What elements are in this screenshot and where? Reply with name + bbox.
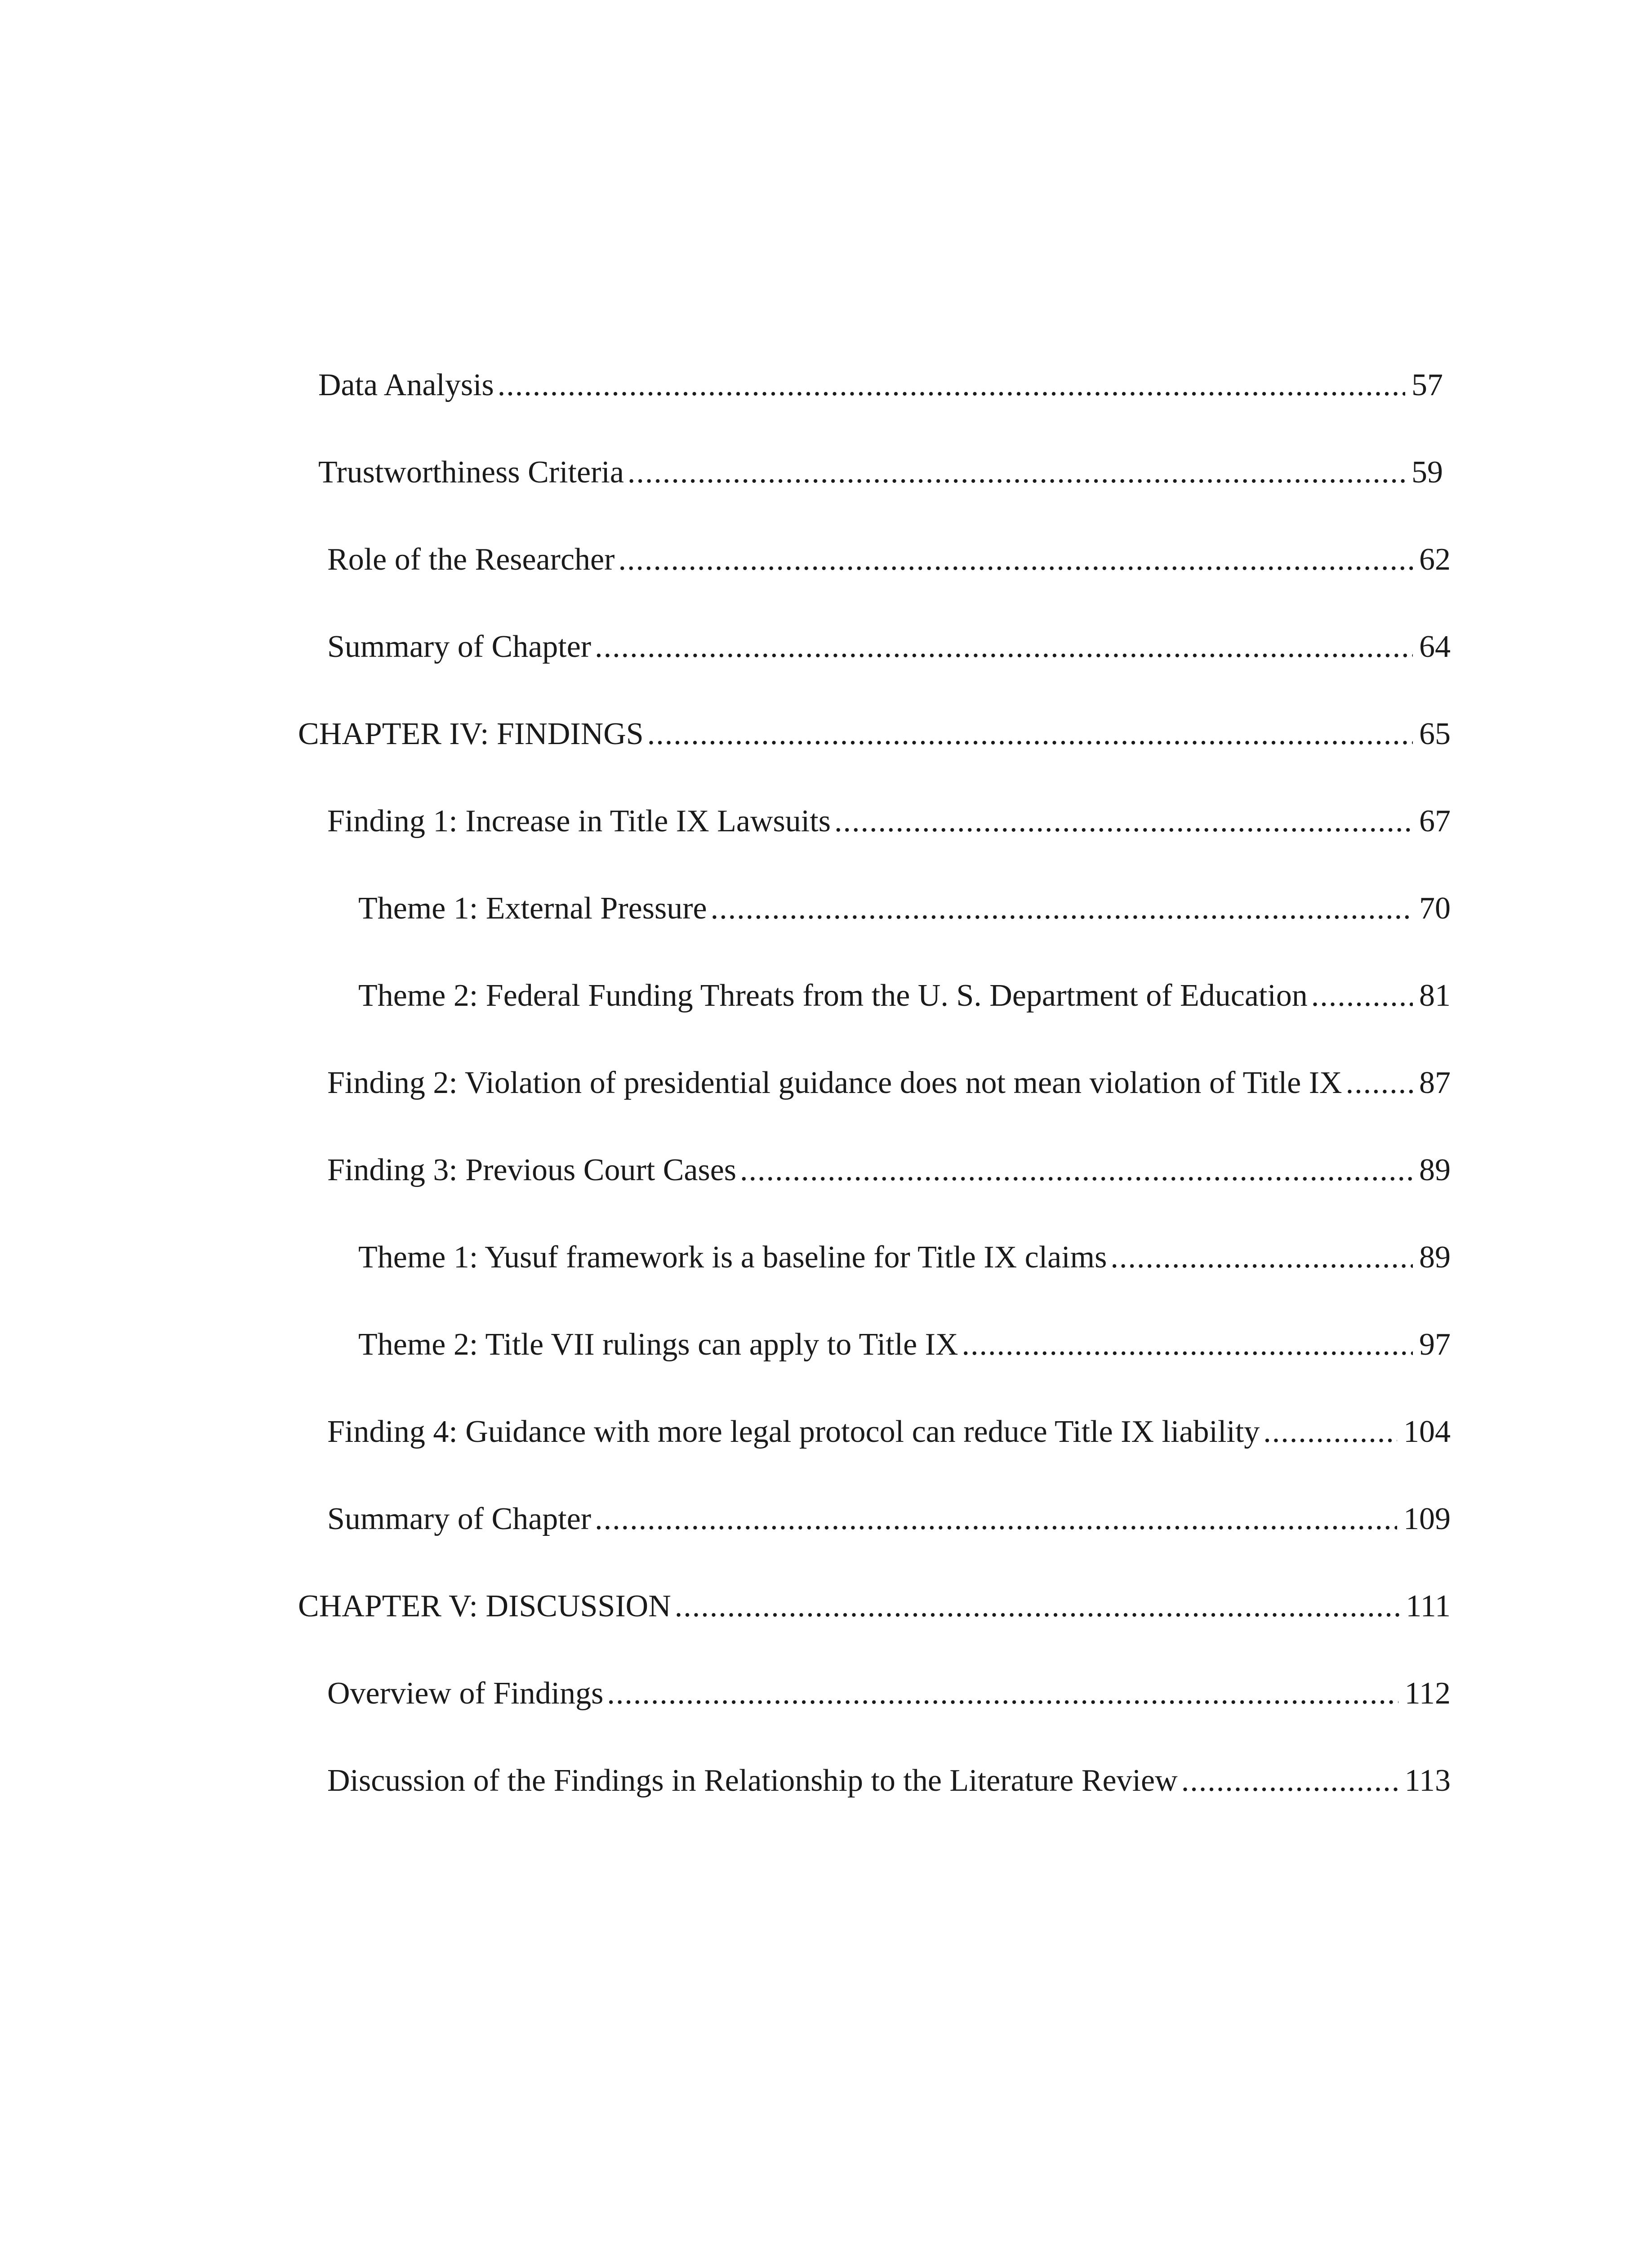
toc-dot-leader [618, 540, 1413, 580]
toc-entry-overview-of-findings [327, 1673, 1451, 1714]
toc-dot-leader [834, 801, 1413, 842]
toc-entry-role-of-researcher [327, 540, 1451, 580]
toc-dot-leader [675, 1586, 1399, 1627]
toc-dot-leader [595, 627, 1413, 667]
toc-dot-leader [740, 1150, 1413, 1191]
toc-entry-title: Summary of Chapter [327, 629, 592, 664]
toc-entry-title: Finding 2: Violation of presidential guidance does not mean violation of Title IX [327, 1066, 1342, 1100]
toc-page-number: 70 [1419, 891, 1451, 926]
toc-page-number: 65 [1419, 717, 1451, 751]
toc-entry-title: Theme 1: Yusuf framework is a baseline for Title IX claims [358, 1240, 1107, 1275]
toc-page-number: 89 [1419, 1240, 1451, 1275]
toc-entry-finding-3-theme-2 [358, 1325, 1451, 1365]
toc-entry-summary-of-chapter [327, 627, 1451, 667]
toc-entry-summary-of-chapter-iv [327, 1499, 1451, 1539]
toc-entry-data-analysis [318, 365, 1443, 406]
toc-dot-leader [1110, 1237, 1413, 1278]
toc-page-number: 57 [1412, 368, 1443, 402]
toc-entry-finding-1 [327, 801, 1451, 842]
toc-page-number: 97 [1419, 1327, 1451, 1362]
toc-dot-leader [647, 714, 1413, 754]
toc-page-number: 104 [1403, 1414, 1451, 1449]
toc-dot-leader [595, 1499, 1397, 1539]
toc-entry-title: Trustworthiness Criteria [318, 455, 624, 490]
toc-entry-trustworthiness-criteria [318, 452, 1443, 493]
toc-dot-leader [498, 365, 1405, 406]
toc-entry-title: Discussion of the Findings in Relationship to the Literature Review [327, 1763, 1178, 1798]
toc-entry-title: Summary of Chapter [327, 1502, 592, 1536]
toc-page-number: 109 [1403, 1502, 1451, 1536]
toc-dot-leader [711, 888, 1413, 929]
toc-entry-finding-3-theme-1 [358, 1237, 1451, 1278]
toc-entry-finding-1-theme-2 [358, 976, 1451, 1016]
toc-entry-title: Finding 4: Guidance with more legal protocol can reduce Title IX liability [327, 1414, 1260, 1449]
toc-entry-chapter-v [298, 1586, 1451, 1627]
toc-dot-leader [962, 1325, 1413, 1365]
toc-page-number: 81 [1419, 978, 1451, 1013]
toc-page-number: 59 [1412, 455, 1443, 490]
toc-dot-leader [1181, 1761, 1398, 1801]
toc-entry-title: Theme 1: External Pressure [358, 891, 707, 926]
toc-page-number: 89 [1419, 1153, 1451, 1187]
toc-dot-leader [1311, 976, 1413, 1016]
toc-entry-finding-3 [327, 1150, 1451, 1191]
toc-entry-discussion-of-findings [327, 1761, 1451, 1801]
toc-page-number: 64 [1419, 629, 1451, 664]
toc-page-number: 113 [1404, 1763, 1451, 1798]
toc-dot-leader [607, 1673, 1398, 1714]
toc-entry-chapter-iv [298, 714, 1451, 754]
toc-entry-finding-1-theme-1 [358, 888, 1451, 929]
toc-entry-title: Finding 3: Previous Court Cases [327, 1153, 737, 1187]
toc-dot-leader [1263, 1412, 1397, 1452]
toc-dot-leader [1346, 1063, 1413, 1103]
toc-entry-title: Finding 1: Increase in Title IX Lawsuits [327, 804, 831, 839]
toc-entry-finding-2 [327, 1063, 1451, 1103]
toc-entry-title: Theme 2: Title VII rulings can apply to Title IX [358, 1327, 958, 1362]
toc-entry-title: CHAPTER V: DISCUSSION [298, 1589, 671, 1624]
toc-entry-finding-4 [327, 1412, 1451, 1452]
toc-page-number: 112 [1404, 1676, 1451, 1711]
toc-page-number: 87 [1419, 1066, 1451, 1100]
toc-entry-title: Overview of Findings [327, 1676, 604, 1711]
toc-page-number: 111 [1406, 1589, 1451, 1624]
toc-page-number: 62 [1419, 542, 1451, 577]
toc-page-number: 67 [1419, 804, 1451, 839]
toc-entry-title: Data Analysis [318, 368, 494, 402]
toc-entry-title: CHAPTER IV: FINDINGS [298, 717, 644, 751]
toc-entry-title: Role of the Researcher [327, 542, 615, 577]
toc-entry-title: Theme 2: Federal Funding Threats from the U. S. Department of Education [358, 978, 1308, 1013]
toc-dot-leader [628, 452, 1405, 493]
